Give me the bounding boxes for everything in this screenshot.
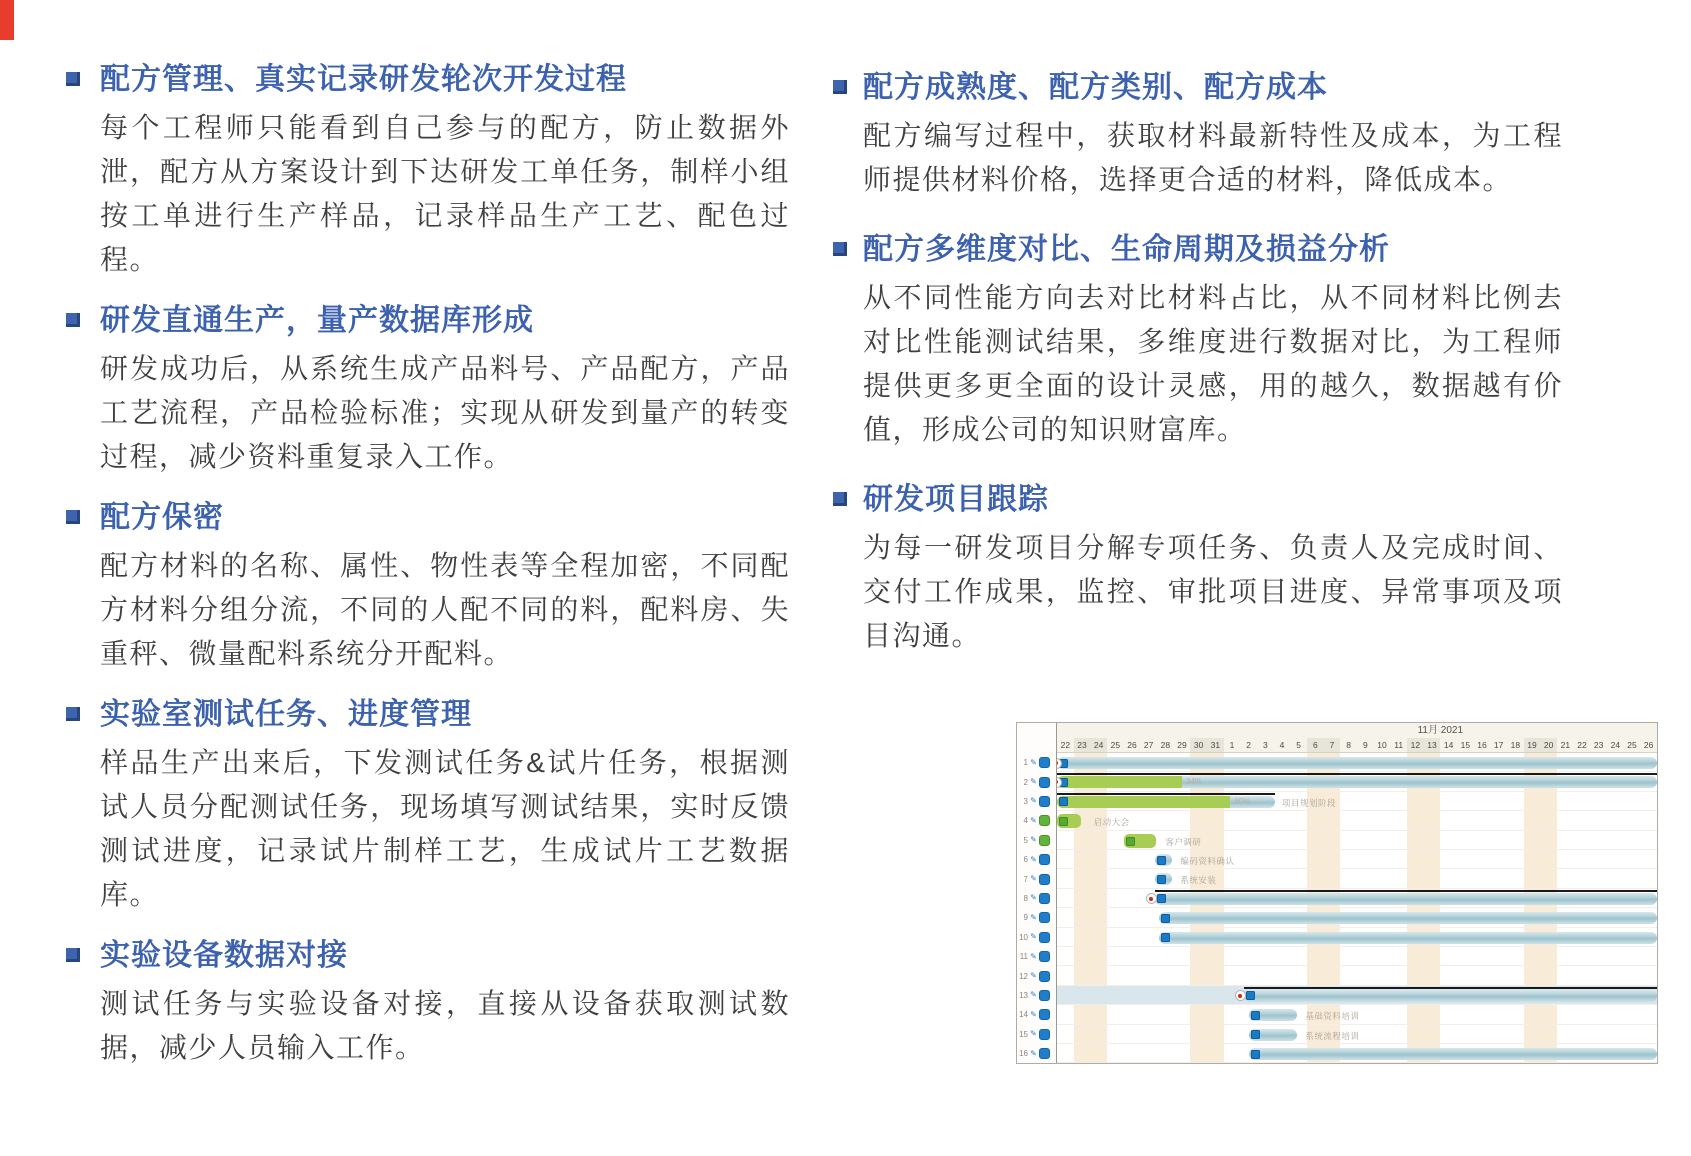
- feature-heading: 实验设备数据对接: [100, 934, 790, 978]
- gantt-row: [1057, 966, 1657, 985]
- progress-bar: [1057, 796, 1230, 808]
- pencil-icon: ✎: [1030, 1048, 1037, 1058]
- day-cell: 5: [1296, 740, 1302, 750]
- task-bar: [1155, 893, 1657, 905]
- row-number: 11: [1019, 952, 1028, 962]
- feature-heading: 配方多维度对比、生命周期及损益分析: [863, 228, 1563, 272]
- square-bullet-icon: [66, 313, 80, 327]
- day-cell: 9: [1362, 740, 1368, 750]
- gantt-row: [1057, 1025, 1657, 1044]
- square-bullet-icon: [66, 707, 80, 721]
- summary-line: [1155, 890, 1657, 892]
- pencil-icon: ✎: [1030, 971, 1037, 981]
- status-icon: [1039, 990, 1050, 1001]
- feature-heading: 研发直通生产，量产数据库形成: [100, 299, 790, 343]
- task-bar: [1057, 757, 1657, 769]
- gantt-row: [1057, 850, 1657, 869]
- gantt-row: [1057, 1005, 1657, 1024]
- feature-heading: 研发项目跟踪: [863, 478, 1563, 522]
- gantt-row: [1057, 772, 1657, 791]
- day-cell: 4: [1279, 740, 1285, 750]
- pencil-icon: ✎: [1030, 835, 1037, 845]
- feature-body: 配方编写过程中，获取材料最新特性及成本，为工程师提供材料价格，选择更合适的材料，降低成本。: [863, 120, 1563, 195]
- row-number: 15: [1019, 1029, 1028, 1039]
- day-cell: 23: [1593, 740, 1604, 750]
- day-cell: 21: [1560, 740, 1571, 750]
- summary-line: [1057, 773, 1657, 775]
- status-icon: [1039, 757, 1050, 768]
- day-cell: 30: [1190, 738, 1207, 752]
- day-cell: 23: [1074, 738, 1091, 752]
- feature-heading: 实验室测试任务、进度管理: [100, 693, 790, 737]
- task-start-marker: [1251, 1011, 1260, 1020]
- feature-body: 测试任务与实验设备对接，直接从设备获取测试数据，减少人员输入工作。: [100, 988, 790, 1063]
- pencil-icon: ✎: [1030, 951, 1037, 961]
- gantt-gutter-row: [1017, 1044, 1056, 1063]
- task-start-marker: [1161, 933, 1170, 942]
- status-icon: [1039, 854, 1050, 865]
- gantt-row: [1057, 869, 1657, 888]
- row-number: 10: [1019, 932, 1028, 942]
- pencil-icon: ✎: [1030, 854, 1037, 864]
- pencil-icon: ✎: [1030, 874, 1037, 884]
- feature-section: [100, 934, 790, 1070]
- progress-bar: [1057, 776, 1182, 788]
- feature-heading: 配方保密: [100, 496, 790, 540]
- day-cell: 16: [1477, 740, 1487, 750]
- status-icon: [1039, 971, 1050, 982]
- day-cell: 31: [1207, 738, 1224, 752]
- day-cell: 12: [1407, 738, 1424, 752]
- gantt-row: [1057, 1044, 1657, 1063]
- row-number: 12: [1019, 971, 1028, 981]
- day-cell: 6: [1307, 738, 1324, 752]
- gantt-body: [1057, 753, 1657, 1063]
- gantt-row: [1057, 889, 1657, 908]
- gantt-row: [1057, 986, 1657, 1005]
- task-label: 项目规划阶段: [1282, 797, 1337, 808]
- day-cell: 10: [1377, 740, 1387, 750]
- feature-body: 研发成功后，从系统生成产品料号、产品配方，产品工艺流程，产品检验标准；实现从研发到量产的转变过程，减少资料重复录入工作。: [100, 353, 790, 472]
- feature-section: [863, 228, 1563, 452]
- row-number: 2: [1023, 777, 1028, 787]
- task-start-marker: [1246, 991, 1255, 1000]
- row-number: 4: [1023, 816, 1028, 826]
- task-bar: [1244, 990, 1657, 1002]
- gantt-gutter-row: [1017, 1025, 1056, 1044]
- gantt-chart: [1016, 722, 1658, 1064]
- pencil-icon: ✎: [1030, 893, 1037, 903]
- summary-line: [1244, 987, 1657, 989]
- status-icon: [1039, 874, 1050, 885]
- day-cell: 7: [1324, 738, 1341, 752]
- day-cell: 14: [1443, 740, 1454, 750]
- day-cell: 24: [1610, 740, 1621, 750]
- task-label: 启动大会: [1093, 817, 1130, 828]
- task-bar: [1249, 1048, 1657, 1060]
- feature-heading: 配方管理、真实记录研发轮次开发过程: [100, 58, 790, 102]
- percent-label: 34%: [1186, 777, 1203, 787]
- status-icon: [1039, 912, 1050, 923]
- status-icon: [1039, 1048, 1050, 1059]
- gantt-gutter-row: [1017, 889, 1056, 908]
- square-bullet-icon: [66, 510, 80, 524]
- day-cell: 11: [1394, 740, 1404, 750]
- task-start-marker: [1161, 914, 1170, 923]
- task-label: 客户调研: [1165, 836, 1202, 847]
- pencil-icon: ✎: [1030, 990, 1037, 1000]
- row-number: 5: [1023, 835, 1028, 845]
- feature-body: 配方材料的名称、属性、物性表等全程加密，不同配方材料分组分流，不同的人配不同的料，配料房、失重秤、微量配料系统分开配料。: [100, 550, 790, 669]
- percent-label: 60%: [1234, 796, 1251, 806]
- status-icon: [1039, 796, 1050, 807]
- gantt-gutter-row: [1017, 928, 1056, 947]
- gantt-gutter-row: [1017, 986, 1056, 1005]
- task-start-marker: [1126, 837, 1135, 846]
- square-bullet-icon: [833, 80, 847, 94]
- status-icon: [1039, 777, 1050, 788]
- milestone-icon: [1146, 893, 1157, 904]
- feature-body: 每个工程师只能看到自己参与的配方，防止数据外泄，配方从方案设计到下达研发工单任务，制样小组按工单进行生产样品，记录样品生产工艺、配色过程。: [100, 112, 790, 275]
- day-cell: 28: [1160, 740, 1171, 750]
- day-cell: 26: [1643, 740, 1654, 750]
- day-cell: 20: [1540, 738, 1557, 752]
- pencil-icon: ✎: [1030, 796, 1037, 806]
- day-cell: 24: [1090, 738, 1107, 752]
- gantt-gutter-row: [1017, 966, 1056, 985]
- gantt-gutter-row: [1017, 869, 1056, 888]
- red-accent-mark: [0, 0, 14, 40]
- gantt-row: [1057, 831, 1657, 850]
- feature-body: 从不同性能方向去对比材料占比，从不同材料比例去对比性能测试结果，多维度进行数据对比，为工程师提供更多更全面的设计灵感，用的越久，数据越有价值，形成公司的知识财富库。: [863, 282, 1563, 445]
- day-cell: 18: [1510, 740, 1521, 750]
- task-start-marker: [1059, 797, 1068, 806]
- task-label: 系统流程培训: [1305, 1030, 1360, 1041]
- day-cell: 22: [1060, 740, 1071, 750]
- pencil-icon: ✎: [1030, 815, 1037, 825]
- task-start-marker: [1251, 1030, 1260, 1039]
- square-bullet-icon: [833, 492, 847, 506]
- gantt-timeline-header: [1017, 723, 1657, 753]
- feature-heading: 配方成熟度、配方类别、配方成本: [863, 66, 1563, 110]
- task-start-marker: [1157, 894, 1166, 903]
- task-label: 系统安装: [1180, 875, 1217, 886]
- task-label: 基础资料培训: [1305, 1011, 1360, 1022]
- status-icon: [1039, 835, 1050, 846]
- gantt-gutter-row: [1017, 772, 1056, 791]
- status-icon: [1039, 1009, 1050, 1020]
- status-icon: [1039, 951, 1050, 962]
- pencil-icon: ✎: [1030, 1009, 1037, 1019]
- pencil-icon: ✎: [1030, 757, 1037, 767]
- pencil-icon: ✎: [1030, 1029, 1037, 1039]
- gantt-gutter-row: [1017, 850, 1056, 869]
- status-icon: [1039, 815, 1050, 826]
- milestone-icon: [1235, 990, 1246, 1001]
- right-column: [863, 66, 1563, 684]
- day-cell: 25: [1627, 740, 1637, 750]
- gantt-gutter-row: [1017, 831, 1056, 850]
- row-number: 14: [1019, 1010, 1028, 1020]
- feature-section: [863, 66, 1563, 202]
- gantt-row: [1057, 908, 1657, 927]
- feature-section: [100, 496, 790, 676]
- day-cell: 26: [1127, 740, 1137, 750]
- day-cell: 2: [1246, 740, 1252, 750]
- gantt-row: [1057, 792, 1657, 811]
- square-bullet-icon: [833, 242, 847, 256]
- gantt-row: [1057, 753, 1657, 772]
- task-label: 编码资料确认: [1180, 856, 1235, 866]
- day-cell: 13: [1424, 738, 1441, 752]
- day-cell: 27: [1143, 740, 1154, 750]
- day-cell: 25: [1110, 740, 1121, 750]
- feature-section: [100, 693, 790, 917]
- gantt-gutter-row: [1017, 792, 1056, 811]
- status-icon: [1039, 932, 1050, 943]
- gantt-gutter-row: [1017, 753, 1056, 772]
- row-number: 8: [1023, 893, 1028, 903]
- gantt-row: [1057, 928, 1657, 947]
- row-number: 13: [1019, 990, 1028, 1000]
- row-number: 7: [1023, 874, 1028, 884]
- gantt-gutter-row: [1017, 811, 1056, 830]
- day-cell: 17: [1493, 740, 1504, 750]
- task-bar: [1159, 912, 1657, 924]
- gantt-row: [1057, 947, 1657, 966]
- pencil-icon: ✎: [1030, 912, 1037, 922]
- square-bullet-icon: [66, 72, 80, 86]
- row-number: 16: [1019, 1049, 1028, 1059]
- task-start-marker: [1157, 856, 1166, 865]
- square-bullet-icon: [66, 948, 80, 962]
- day-cell: 22: [1577, 740, 1587, 750]
- month-label: 11月 2021: [1417, 725, 1464, 736]
- pencil-icon: ✎: [1030, 932, 1037, 942]
- task-start-marker: [1157, 875, 1166, 884]
- row-number: 6: [1023, 855, 1028, 865]
- feature-section: [100, 58, 790, 282]
- gantt-row: [1057, 811, 1657, 830]
- row-number: 9: [1023, 913, 1028, 923]
- pencil-icon: ✎: [1030, 777, 1037, 787]
- day-cell: 15: [1460, 740, 1471, 750]
- task-bar: [1159, 932, 1657, 944]
- feature-section: [100, 299, 790, 479]
- task-bar: [1057, 776, 1657, 788]
- day-cell: 19: [1524, 738, 1541, 752]
- feature-body: 为每一研发项目分解专项任务、负责人及完成时间、交付工作成果，监控、审批项目进度、异常事项及项目沟通。: [863, 532, 1563, 651]
- row-number: 3: [1023, 796, 1028, 806]
- task-start-marker: [1059, 817, 1068, 826]
- row-number: 1: [1023, 758, 1028, 768]
- feature-body: 样品生产出来后，下发测试任务&试片任务，根据测试人员分配测试任务，现场填写测试结果，实时反馈测试进度，记录试片制样工艺，生成试片工艺数据库。: [100, 747, 790, 910]
- day-cell: 1: [1229, 740, 1235, 750]
- status-icon: [1039, 893, 1050, 904]
- day-cell: 3: [1262, 740, 1268, 750]
- gantt-gutter-row: [1017, 947, 1056, 966]
- task-start-marker: [1251, 1050, 1260, 1059]
- summary-line: [1057, 793, 1275, 795]
- feature-section: [863, 478, 1563, 658]
- status-icon: [1039, 1029, 1050, 1040]
- gantt-gutter-row: [1017, 1005, 1056, 1024]
- left-column: [100, 58, 790, 1087]
- gantt-row-gutter: [1017, 723, 1057, 1063]
- gantt-gutter-row: [1017, 908, 1056, 927]
- day-cell: 29: [1177, 740, 1187, 750]
- day-cell: 8: [1346, 740, 1352, 750]
